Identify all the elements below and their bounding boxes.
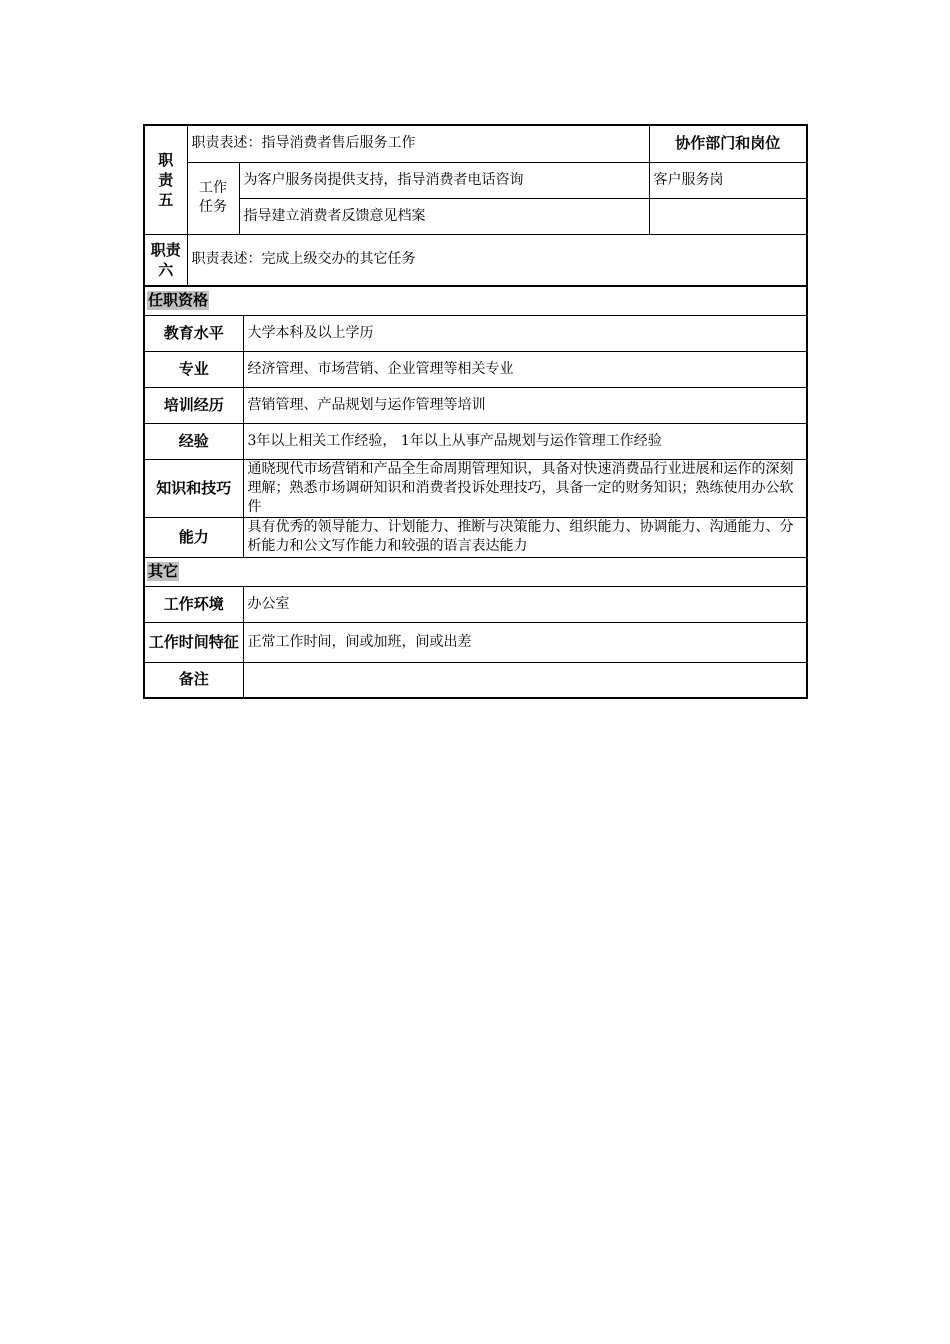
other-label: 备注 bbox=[144, 662, 243, 698]
qualifications-section-row bbox=[144, 286, 807, 315]
qualification-label: 能力 bbox=[144, 517, 243, 557]
duty-6-row bbox=[144, 234, 807, 285]
other-row bbox=[144, 662, 807, 698]
other-section-row bbox=[144, 557, 807, 586]
qualification-label: 教育水平 bbox=[144, 315, 243, 351]
other-label: 工作环境 bbox=[144, 586, 243, 622]
duty-6-statement: 职责表述：完成上级交办的其它任务 bbox=[187, 234, 807, 285]
duty-5-task-label: 工作 任务 bbox=[187, 162, 239, 234]
other-section-title: 其它 bbox=[148, 562, 179, 580]
qualification-row bbox=[144, 459, 807, 517]
other-value bbox=[243, 662, 807, 698]
duty-5-label: 职 责 五 bbox=[144, 125, 187, 234]
qualification-value: 营销管理、产品规划与运作管理等培训 bbox=[243, 387, 807, 423]
duties-table bbox=[143, 124, 808, 286]
duty-5-task-1-coop: 客户服务岗 bbox=[649, 162, 807, 198]
other-value: 正常工作时间，间或加班，间或出差 bbox=[243, 622, 807, 662]
other-row bbox=[144, 622, 807, 662]
qualification-label: 知识和技巧 bbox=[144, 459, 243, 517]
qualification-row bbox=[144, 351, 807, 387]
qualification-row bbox=[144, 423, 807, 459]
qualification-value: 通晓现代市场营销和产品全生命周期管理知识，具备对快速消费品行业进展和运作的深刻理解；熟悉市场调研知识和消费者投诉处理技巧，具备一定的财务知识；熟练使用办公软件 bbox=[243, 459, 807, 517]
duty-5-task-row bbox=[144, 198, 807, 234]
qualification-value: 经济管理、市场营销、企业管理等相关专业 bbox=[243, 351, 807, 387]
qualification-row bbox=[144, 315, 807, 351]
qualifications-section-title: 任职资格 bbox=[148, 291, 209, 309]
qualification-row bbox=[144, 517, 807, 557]
job-description-document bbox=[143, 124, 806, 699]
other-value: 办公室 bbox=[243, 586, 807, 622]
duty-5-statement: 职责表述：指导消费者售后服务工作 bbox=[187, 125, 649, 162]
qualification-label: 经验 bbox=[144, 423, 243, 459]
qualification-label: 培训经历 bbox=[144, 387, 243, 423]
qualification-row bbox=[144, 387, 807, 423]
duty-5-task-row bbox=[144, 162, 807, 198]
duty-5-task-1: 为客户服务岗提供支持，指导消费者电话咨询 bbox=[239, 162, 649, 198]
qualifications-table bbox=[143, 286, 808, 700]
qualification-label: 专业 bbox=[144, 351, 243, 387]
duty-5-task-2-coop bbox=[649, 198, 807, 234]
duty-5-task-2: 指导建立消费者反馈意见档案 bbox=[239, 198, 649, 234]
qualification-value: 具有优秀的领导能力、计划能力、推断与决策能力、组织能力、协调能力、沟通能力、分析能力和公文写作能力和较强的语言表达能力 bbox=[243, 517, 807, 557]
coop-header: 协作部门和岗位 bbox=[649, 125, 807, 162]
duty-5-statement-row bbox=[144, 125, 807, 162]
other-row bbox=[144, 586, 807, 622]
qualification-value: 3年以上相关工作经验， 1年以上从事产品规划与运作管理工作经验 bbox=[243, 423, 807, 459]
other-label: 工作时间特征 bbox=[144, 622, 243, 662]
qualification-value: 大学本科及以上学历 bbox=[243, 315, 807, 351]
duty-6-label: 职责 六 bbox=[144, 234, 187, 285]
